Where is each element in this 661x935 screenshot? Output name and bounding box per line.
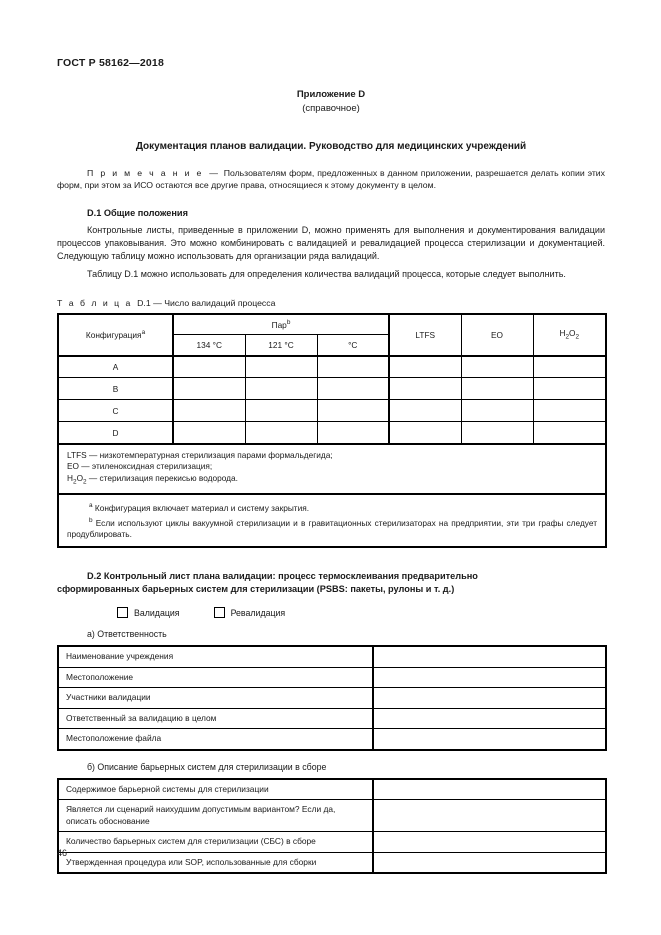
- legend-ltfs: LTFS — низкотемпературная стерилизация парами формальдегида;: [67, 449, 333, 460]
- document-title: Документация планов валидации. Руководство для медицинских учреждений: [135, 141, 527, 152]
- header-h2o2: [533, 314, 606, 356]
- h2o2-h: H: [559, 328, 566, 339]
- table-row: [58, 378, 606, 400]
- legend-h2o2-sub1: 2: [73, 478, 77, 486]
- header-steam-121: 121 °C: [245, 335, 317, 356]
- field-value-location[interactable]: [373, 667, 606, 688]
- field-label-location: Местоположение: [58, 667, 373, 688]
- footnote-b-mark: b: [89, 516, 93, 524]
- table-d1-caption: [57, 298, 605, 308]
- table-row: [58, 779, 606, 800]
- cell-b-121[interactable]: [245, 378, 317, 400]
- cell-d-h2o2[interactable]: [533, 422, 606, 444]
- table-row: [58, 800, 606, 832]
- cell-b-h2o2[interactable]: [533, 378, 606, 400]
- header-steam: [173, 314, 389, 335]
- cell-c-121[interactable]: [245, 400, 317, 422]
- h2o2-o: O: [569, 328, 576, 339]
- footnote-a-mark: a: [89, 502, 93, 510]
- table-row: [58, 356, 606, 378]
- header-steam-label: Пар: [271, 319, 287, 330]
- footnote-a-text: Конфигурация включает материал и систему закрытия.: [94, 502, 310, 513]
- field-value-institution-name[interactable]: [373, 646, 606, 667]
- row-label-c: C: [58, 400, 173, 422]
- table-caption-rest: D.1 — Число валидаций процесса: [137, 297, 276, 308]
- cell-c-ltfs[interactable]: [389, 400, 461, 422]
- header-steam-sup: b: [286, 319, 291, 327]
- appendix-title: Приложение D: [296, 89, 366, 100]
- table-d1-footnotes: [58, 494, 606, 547]
- field-label-approved-procedure: Утвержденная процедура или SOP, использованные для сборки: [58, 852, 373, 873]
- footnote-a: [67, 500, 597, 515]
- legend-eo: EO — этиленоксидная стерилизация;: [67, 461, 213, 472]
- note-dash: —: [209, 168, 218, 178]
- table-barrier-description: [57, 778, 607, 875]
- row-label-b: B: [58, 378, 173, 400]
- cell-a-134[interactable]: [173, 356, 245, 378]
- cell-d-134[interactable]: [173, 422, 245, 444]
- row-label-a: A: [58, 356, 173, 378]
- cell-a-121[interactable]: [245, 356, 317, 378]
- cell-c-eo[interactable]: [461, 400, 533, 422]
- subsection-b-label: б) Описание барьерных систем для стерилизации в сборе: [87, 761, 327, 772]
- field-label-institution-name: Наименование учреждения: [58, 646, 373, 667]
- note-label: П р и м е ч а н и е: [87, 168, 204, 178]
- appendix-note: [57, 167, 605, 191]
- cell-b-c[interactable]: [317, 378, 389, 400]
- field-label-participants: Участники валидации: [58, 688, 373, 709]
- checkbox-revalidation[interactable]: [214, 607, 225, 618]
- field-value-barrier-count[interactable]: [373, 832, 606, 853]
- header-config-sup: a: [141, 329, 146, 337]
- table-row: [58, 832, 606, 853]
- cell-c-134[interactable]: [173, 400, 245, 422]
- cell-a-ltfs[interactable]: [389, 356, 461, 378]
- row-label-d: D: [58, 422, 173, 444]
- field-value-approved-procedure[interactable]: [373, 852, 606, 873]
- checkbox-validation-label: Валидация: [134, 607, 180, 618]
- legend-h2o2-text: — стерилизация перекисью водорода.: [86, 472, 238, 483]
- field-value-barrier-contents[interactable]: [373, 779, 606, 800]
- cell-d-eo[interactable]: [461, 422, 533, 444]
- cell-d-121[interactable]: [245, 422, 317, 444]
- checkbox-validation[interactable]: [117, 607, 128, 618]
- validation-checkbox-row: [57, 607, 605, 618]
- section-d1-heading: D.1 Общие положения: [87, 208, 188, 219]
- table-caption-word: Т а б л и ц а: [57, 297, 133, 308]
- legend-h2o2-o: O: [76, 472, 84, 483]
- legend-h2o2-h: H: [67, 472, 73, 483]
- section-d2-heading-line1: D.2 Контрольный лист плана валидации: процесс термосклеивания предварительно: [87, 571, 478, 582]
- note-text: Пользователям форм, предложенных в данном приложении, разрешается делать копии этих форм, при этом за ИСО остаются все другие права, относящиеся к этому документу в целом.: [57, 168, 606, 191]
- section-d2-heading: [57, 570, 605, 596]
- table-row: [58, 646, 606, 667]
- page-content: [57, 88, 605, 874]
- header-config: [58, 314, 173, 356]
- section-d1-para2: Таблицу D.1 можно использовать для определения количества валидаций процесса, которые следует выполнить.: [87, 269, 566, 280]
- field-label-responsible-person: Ответственный за валидацию в целом: [58, 708, 373, 729]
- table-row: [58, 667, 606, 688]
- field-label-barrier-contents: Содержимое барьерной системы для стерилизации: [58, 779, 373, 800]
- standard-header: ГОСТ Р 58162—2018: [57, 57, 165, 69]
- appendix-subtitle: (справочное): [302, 103, 360, 114]
- cell-c-h2o2[interactable]: [533, 400, 606, 422]
- legend-h2o2-sub2: 2: [83, 478, 87, 486]
- field-value-worst-case[interactable]: [373, 800, 606, 832]
- table-row: [58, 852, 606, 873]
- footnote-b: [67, 515, 597, 541]
- header-steam-134: 134 °C: [173, 335, 245, 356]
- cell-b-ltfs[interactable]: [389, 378, 461, 400]
- table-row: [58, 400, 606, 422]
- table-d1-footnote-row: [58, 494, 606, 547]
- header-steam-blank: °C: [317, 335, 389, 356]
- field-label-file-location: Местоположение файла: [58, 729, 373, 750]
- footnote-b-text: Если используют циклы вакуумной стерилизации и в гравитационных стерилизаторах на предприятии, эти три графы следует продублировать.: [67, 517, 597, 540]
- field-value-participants[interactable]: [373, 688, 606, 709]
- table-responsibility: [57, 645, 607, 751]
- field-label-barrier-count: Количество барьерных систем для стерилизации (СБС) в сборе: [58, 832, 373, 853]
- cell-a-h2o2[interactable]: [533, 356, 606, 378]
- page-number: 46: [57, 848, 68, 858]
- cell-d-c[interactable]: [317, 422, 389, 444]
- cell-a-c[interactable]: [317, 356, 389, 378]
- table-row: [58, 708, 606, 729]
- cell-d-ltfs[interactable]: [389, 422, 461, 444]
- section-d1-para1: Контрольные листы, приведенные в приложении D, можно применять для выполнения и документирования валидации процессов упаковывания. Это можно комбинировать с валидацией и ревалидацией процесса стерилизации и документацией. Следующую таблицу можно использовать для организации ряда валидаций.: [57, 225, 605, 261]
- cell-b-134[interactable]: [173, 378, 245, 400]
- table-row: [58, 688, 606, 709]
- field-label-worst-case: Является ли сценарий наихудшим допустимым вариантом? Если да, описать обоснование: [58, 800, 373, 832]
- h2o2-sub1: 2: [565, 334, 570, 342]
- section-d2-heading-line2: сформированных барьерных систем для стерилизации (PSBS: пакеты, рулоны и т. д.): [57, 584, 455, 595]
- cell-a-eo[interactable]: [461, 356, 533, 378]
- field-value-responsible-person[interactable]: [373, 708, 606, 729]
- table-d1: [57, 313, 607, 548]
- header-eo: EO: [461, 314, 533, 356]
- table-row: [58, 422, 606, 444]
- field-value-file-location[interactable]: [373, 729, 606, 750]
- subsection-a-label: а) Ответственность: [87, 629, 167, 640]
- table-d1-header-row-1: [58, 314, 606, 335]
- table-d1-legend-row: [58, 444, 606, 494]
- checkbox-revalidation-label: Ревалидация: [230, 607, 286, 618]
- table-d1-legend: [58, 444, 606, 494]
- header-config-label: Конфигурация: [85, 330, 142, 341]
- header-ltfs: LTFS: [389, 314, 461, 356]
- table-row: [58, 729, 606, 750]
- cell-b-eo[interactable]: [461, 378, 533, 400]
- cell-c-c[interactable]: [317, 400, 389, 422]
- h2o2-sub2: 2: [575, 334, 580, 342]
- legend-h2o2: [67, 473, 598, 488]
